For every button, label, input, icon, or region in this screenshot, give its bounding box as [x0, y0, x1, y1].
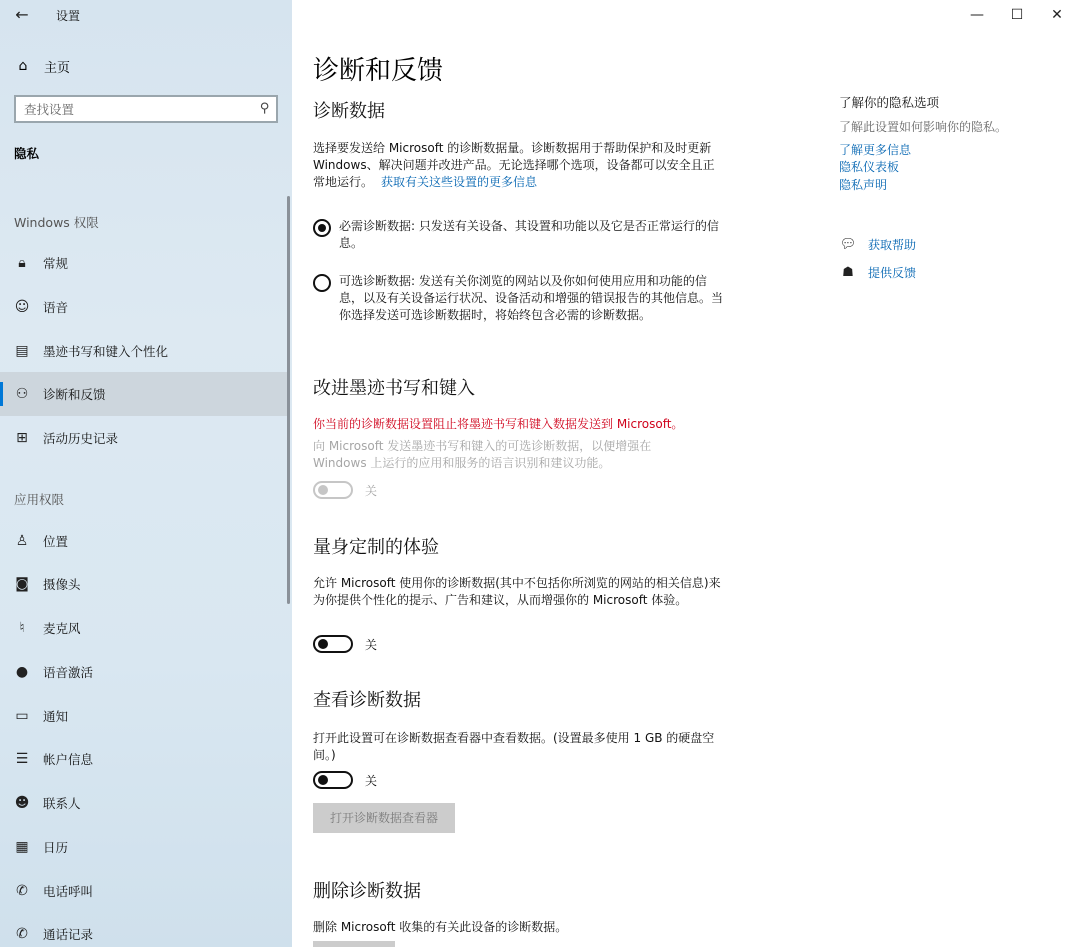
sidebar-item-label: 通知 [43, 709, 69, 724]
view-toggle-row [313, 771, 377, 789]
home-nav-item[interactable] [0, 50, 292, 82]
speech-icon: ☺ [14, 299, 30, 315]
sidebar-item-voice-activation[interactable] [0, 650, 288, 694]
delete-description: 删除 Microsoft 收集的有关此设备的诊断数据。 [313, 920, 568, 934]
tailored-description: 允许 Microsoft 使用你的诊断数据(其中不包括你所浏览的网站的相关信息)来为你提供个性化的提示、广告和建议，从而增强你的 Microsoft 体验。 [313, 576, 721, 607]
search-input[interactable] [24, 102, 244, 117]
view-toggle-label: 关 [365, 773, 378, 788]
diagnostics-icon: ⚇ [15, 386, 29, 402]
sidebar-item-inking-typing[interactable] [0, 329, 288, 373]
voice-activation-icon: ● [15, 664, 29, 680]
inking-description: 向 Microsoft 发送墨迹书写和键入的可选诊断数据，以便增强在 Windows 上运行的应用和服务的语言识别和建议功能。 [313, 439, 652, 470]
section-heading-privacy: 隐私 [14, 146, 40, 161]
section-heading-delete: 删除诊断数据 [313, 881, 421, 902]
close-button[interactable] [1037, 0, 1077, 30]
radio-optional-diagnostic[interactable] [313, 273, 725, 324]
group-heading-apps: 应用权限 [14, 492, 65, 507]
get-help-label: 获取帮助 [868, 238, 917, 252]
more-info-link[interactable]: 获取有关这些设置的更多信息 [381, 175, 538, 189]
learn-more-link[interactable]: 了解更多信息 [839, 143, 912, 157]
title-bar [0, 0, 292, 30]
activity-history-icon: ⊞ [16, 430, 28, 446]
minimize-icon: — [970, 7, 984, 23]
sidebar-item-label: 位置 [43, 534, 69, 549]
privacy-options-desc: 了解此设置如何影响你的隐私。 [839, 120, 1008, 134]
radio-label-required: 必需诊断数据: 只发送有关设备、其设置和功能以及它是否正常运行的信息。 [339, 219, 719, 250]
ink-typing-icon: ▤ [15, 343, 29, 359]
give-feedback-link[interactable] [839, 264, 916, 281]
app-title: 设置 [56, 9, 81, 23]
sidebar-item-activity-history[interactable] [0, 416, 288, 460]
section-heading-view-diagnostic: 查看诊断数据 [313, 690, 421, 711]
sidebar-item-label: 活动历史记录 [43, 431, 119, 446]
privacy-options-heading: 了解你的隐私选项 [839, 95, 940, 110]
minimize-button[interactable] [957, 0, 997, 30]
call-history-icon: ✆ [16, 926, 28, 942]
sidebar-item-contacts[interactable] [0, 781, 288, 825]
diagnostic-description [313, 140, 723, 191]
sidebar-item-label: 通话记录 [43, 927, 94, 942]
active-indicator [0, 382, 3, 406]
lock-icon: 🔒︎ [18, 255, 26, 271]
page-title: 诊断和反馈 [313, 56, 444, 86]
diagnostic-desc-text: 选择要发送给 Microsoft 的诊断数据量。诊断数据用于帮助保护和及时更新 Windows、解决问题并改进产品。无论选择哪个选项，设备都可以安全且正常地运行。 [313, 141, 715, 189]
sidebar-item-notifications[interactable] [0, 694, 288, 738]
sidebar-item-label: 日历 [43, 840, 69, 855]
inking-toggle[interactable] [313, 481, 353, 499]
sidebar-item-label: 诊断和反馈 [43, 387, 106, 402]
get-help-link[interactable] [839, 236, 916, 253]
help-chat-icon: 💬︎ [839, 237, 857, 252]
group-heading-windows: Windows 权限 [14, 215, 99, 230]
tailored-toggle-row [313, 635, 377, 653]
sidebar-item-label: 语音 [43, 300, 69, 315]
privacy-statement-link[interactable]: 隐私声明 [839, 178, 888, 192]
sidebar-item-microphone[interactable] [0, 606, 288, 650]
sidebar-item-general[interactable] [0, 241, 288, 285]
home-label: 主页 [44, 60, 71, 76]
radio-required-diagnostic[interactable] [313, 218, 725, 252]
section-heading-tailored: 量身定制的体验 [313, 537, 439, 558]
search-icon: ⚲ [260, 101, 270, 116]
sidebar-item-label: 联系人 [43, 796, 81, 811]
close-icon: ✕ [1051, 7, 1063, 23]
section-heading-inking: 改进墨迹书写和键入 [313, 378, 475, 399]
radio-label-optional: 可选诊断数据: 发送有关你浏览的网站以及你如何使用应用和功能的信息，以及有关设备运行状况、设备活动和增强的错误报告的其他信息。当你选择发送可选诊断数据时，将始终包含必需的诊断数据。 [339, 274, 724, 322]
notification-icon: ▭ [15, 708, 29, 724]
calendar-icon: ▦ [15, 839, 29, 855]
sidebar-item-label: 摄像头 [43, 577, 81, 592]
sidebar-item-account-info[interactable] [0, 737, 288, 781]
search-box[interactable] [14, 95, 278, 123]
radio-button-optional[interactable] [313, 274, 331, 292]
home-icon: ⌂ [18, 58, 28, 74]
delete-button[interactable] [313, 941, 395, 947]
tailored-toggle-label: 关 [365, 637, 378, 652]
inking-toggle-row [313, 481, 377, 499]
inking-error-message: 你当前的诊断数据设置阻止将墨迹书写和键入数据发送到 Microsoft。 [313, 417, 684, 431]
sidebar-item-label: 麦克风 [43, 621, 81, 636]
phone-icon: ✆ [16, 883, 28, 899]
privacy-dashboard-link[interactable]: 隐私仪表板 [839, 160, 900, 174]
microphone-icon: ♮ [19, 620, 25, 636]
sidebar-item-label: 电话呼叫 [43, 884, 94, 899]
sidebar-item-location[interactable] [0, 519, 288, 563]
maximize-icon: ☐ [1010, 7, 1024, 23]
sidebar-scrollbar[interactable] [287, 196, 290, 604]
sidebar-item-label: 帐户信息 [43, 752, 94, 767]
camera-icon: ◙ [15, 576, 29, 592]
sidebar-item-speech[interactable] [0, 285, 288, 329]
sidebar-item-camera[interactable] [0, 562, 288, 606]
contacts-icon: ☻ [14, 795, 30, 811]
location-icon: ♙ [15, 533, 29, 549]
tailored-toggle[interactable] [313, 635, 353, 653]
maximize-button[interactable] [997, 0, 1037, 30]
sidebar-item-call-history[interactable] [0, 912, 288, 947]
give-feedback-label: 提供反馈 [868, 266, 917, 280]
view-toggle[interactable] [313, 771, 353, 789]
sidebar-item-label: 常规 [43, 256, 69, 271]
sidebar-item-label: 墨迹书写和键入个性化 [43, 344, 169, 359]
feedback-icon: ☗ [842, 265, 854, 280]
radio-button-required[interactable] [313, 219, 331, 237]
section-heading-diagnostic-data: 诊断数据 [313, 101, 385, 122]
sidebar-item-label: 语音激活 [43, 665, 94, 680]
back-button[interactable] [8, 3, 36, 27]
view-description: 打开此设置可在诊断数据查看器中查看数据。(设置最多使用 1 GB 的硬盘空间。) [313, 731, 715, 762]
sidebar-item-diagnostics[interactable] [0, 372, 288, 416]
sidebar-item-phone-calls[interactable] [0, 869, 288, 913]
account-info-icon: ☰ [15, 751, 29, 767]
open-viewer-button[interactable]: 打开诊断数据查看器 [313, 803, 455, 833]
sidebar-item-calendar[interactable] [0, 825, 288, 869]
back-arrow-icon: ← [15, 5, 29, 24]
sidebar [0, 0, 292, 947]
inking-toggle-label: 关 [365, 483, 378, 498]
